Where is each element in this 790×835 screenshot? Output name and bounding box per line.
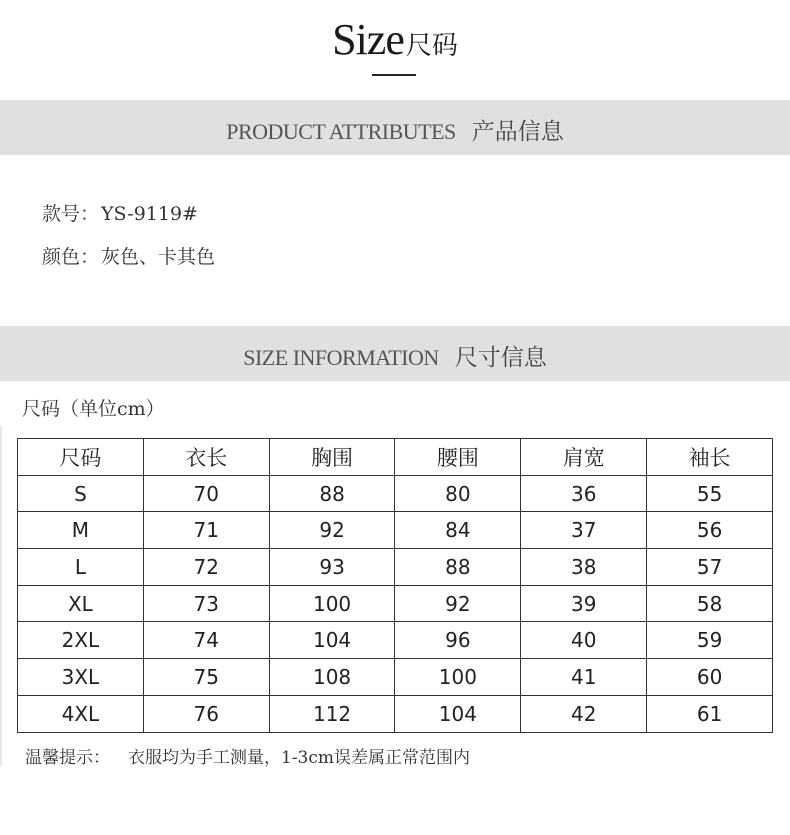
table-cell: M — [18, 512, 144, 549]
table-cell: 56 — [647, 512, 773, 549]
table-cell: 55 — [647, 475, 773, 512]
table-cell: L — [18, 549, 144, 586]
table-cell: 80 — [395, 475, 521, 512]
table-cell: 112 — [269, 695, 395, 732]
table-cell: 100 — [395, 659, 521, 696]
attribute-value: YS-9119# — [101, 203, 198, 225]
measurement-note — [25, 743, 470, 768]
attribute-style-number — [42, 199, 198, 226]
table-cell: 74 — [143, 622, 269, 659]
column-header: 尺码 — [18, 439, 144, 476]
table-row — [18, 622, 773, 659]
size-information-heading-cn: 尺寸信息 — [454, 345, 547, 371]
table-cell: 38 — [521, 549, 647, 586]
attribute-key: 款号： — [42, 203, 100, 225]
column-header: 胸围 — [269, 439, 395, 476]
title-cn-text: 尺码 — [405, 31, 458, 61]
product-attributes-band — [0, 100, 790, 155]
attribute-value: 灰色、卡其色 — [101, 246, 216, 268]
table-row — [18, 695, 773, 732]
table-cell: 73 — [143, 585, 269, 622]
table-cell: 60 — [647, 659, 773, 696]
table-cell: 84 — [395, 512, 521, 549]
table-cell: 2XL — [18, 622, 144, 659]
size-information-band — [0, 326, 790, 381]
table-header-row — [18, 439, 773, 476]
table-cell: 104 — [395, 695, 521, 732]
attribute-color — [42, 242, 215, 269]
table-row — [18, 512, 773, 549]
table-row — [18, 549, 773, 586]
table-cell: 93 — [269, 549, 395, 586]
table-row — [18, 659, 773, 696]
table-cell: 58 — [647, 585, 773, 622]
table-cell: 100 — [269, 585, 395, 622]
table-cell: XL — [18, 585, 144, 622]
table-cell: 39 — [521, 585, 647, 622]
note-label: 温馨提示： — [25, 748, 110, 768]
page-title — [0, 14, 790, 65]
table-cell: 42 — [521, 695, 647, 732]
table-row — [18, 585, 773, 622]
table-cell: 92 — [269, 512, 395, 549]
column-header: 肩宽 — [521, 439, 647, 476]
column-header: 袖长 — [647, 439, 773, 476]
table-cell: 72 — [143, 549, 269, 586]
title-size-text: Size — [332, 15, 404, 64]
table-cell: 104 — [269, 622, 395, 659]
table-cell: 96 — [395, 622, 521, 659]
size-table — [17, 438, 773, 733]
table-cell: 37 — [521, 512, 647, 549]
product-attributes-heading-cn: 产品信息 — [471, 119, 564, 145]
attribute-key: 颜色： — [42, 246, 100, 268]
size-information-heading-en: SIZE INFORMATION — [243, 345, 439, 370]
table-cell: 40 — [521, 622, 647, 659]
column-header: 腰围 — [395, 439, 521, 476]
left-edge-mark — [0, 426, 2, 766]
table-cell: 108 — [269, 659, 395, 696]
table-cell: 71 — [143, 512, 269, 549]
unit-label: 尺码（单位cm） — [22, 398, 165, 420]
note-text: 衣服均为手工测量，1-3cm误差属正常范围内 — [128, 748, 471, 768]
table-cell: 57 — [647, 549, 773, 586]
table-cell: 36 — [521, 475, 647, 512]
table-cell: 76 — [143, 695, 269, 732]
table-cell: 41 — [521, 659, 647, 696]
table-cell: 4XL — [18, 695, 144, 732]
table-cell: 88 — [395, 549, 521, 586]
table-cell: 59 — [647, 622, 773, 659]
title-underline — [372, 74, 416, 76]
table-cell: 61 — [647, 695, 773, 732]
table-cell: S — [18, 475, 144, 512]
column-header: 衣长 — [143, 439, 269, 476]
product-attributes-heading-en: PRODUCT ATTRIBUTES — [226, 119, 456, 144]
table-cell: 92 — [395, 585, 521, 622]
table-cell: 75 — [143, 659, 269, 696]
table-cell: 3XL — [18, 659, 144, 696]
table-row — [18, 475, 773, 512]
table-cell: 70 — [143, 475, 269, 512]
table-cell: 88 — [269, 475, 395, 512]
